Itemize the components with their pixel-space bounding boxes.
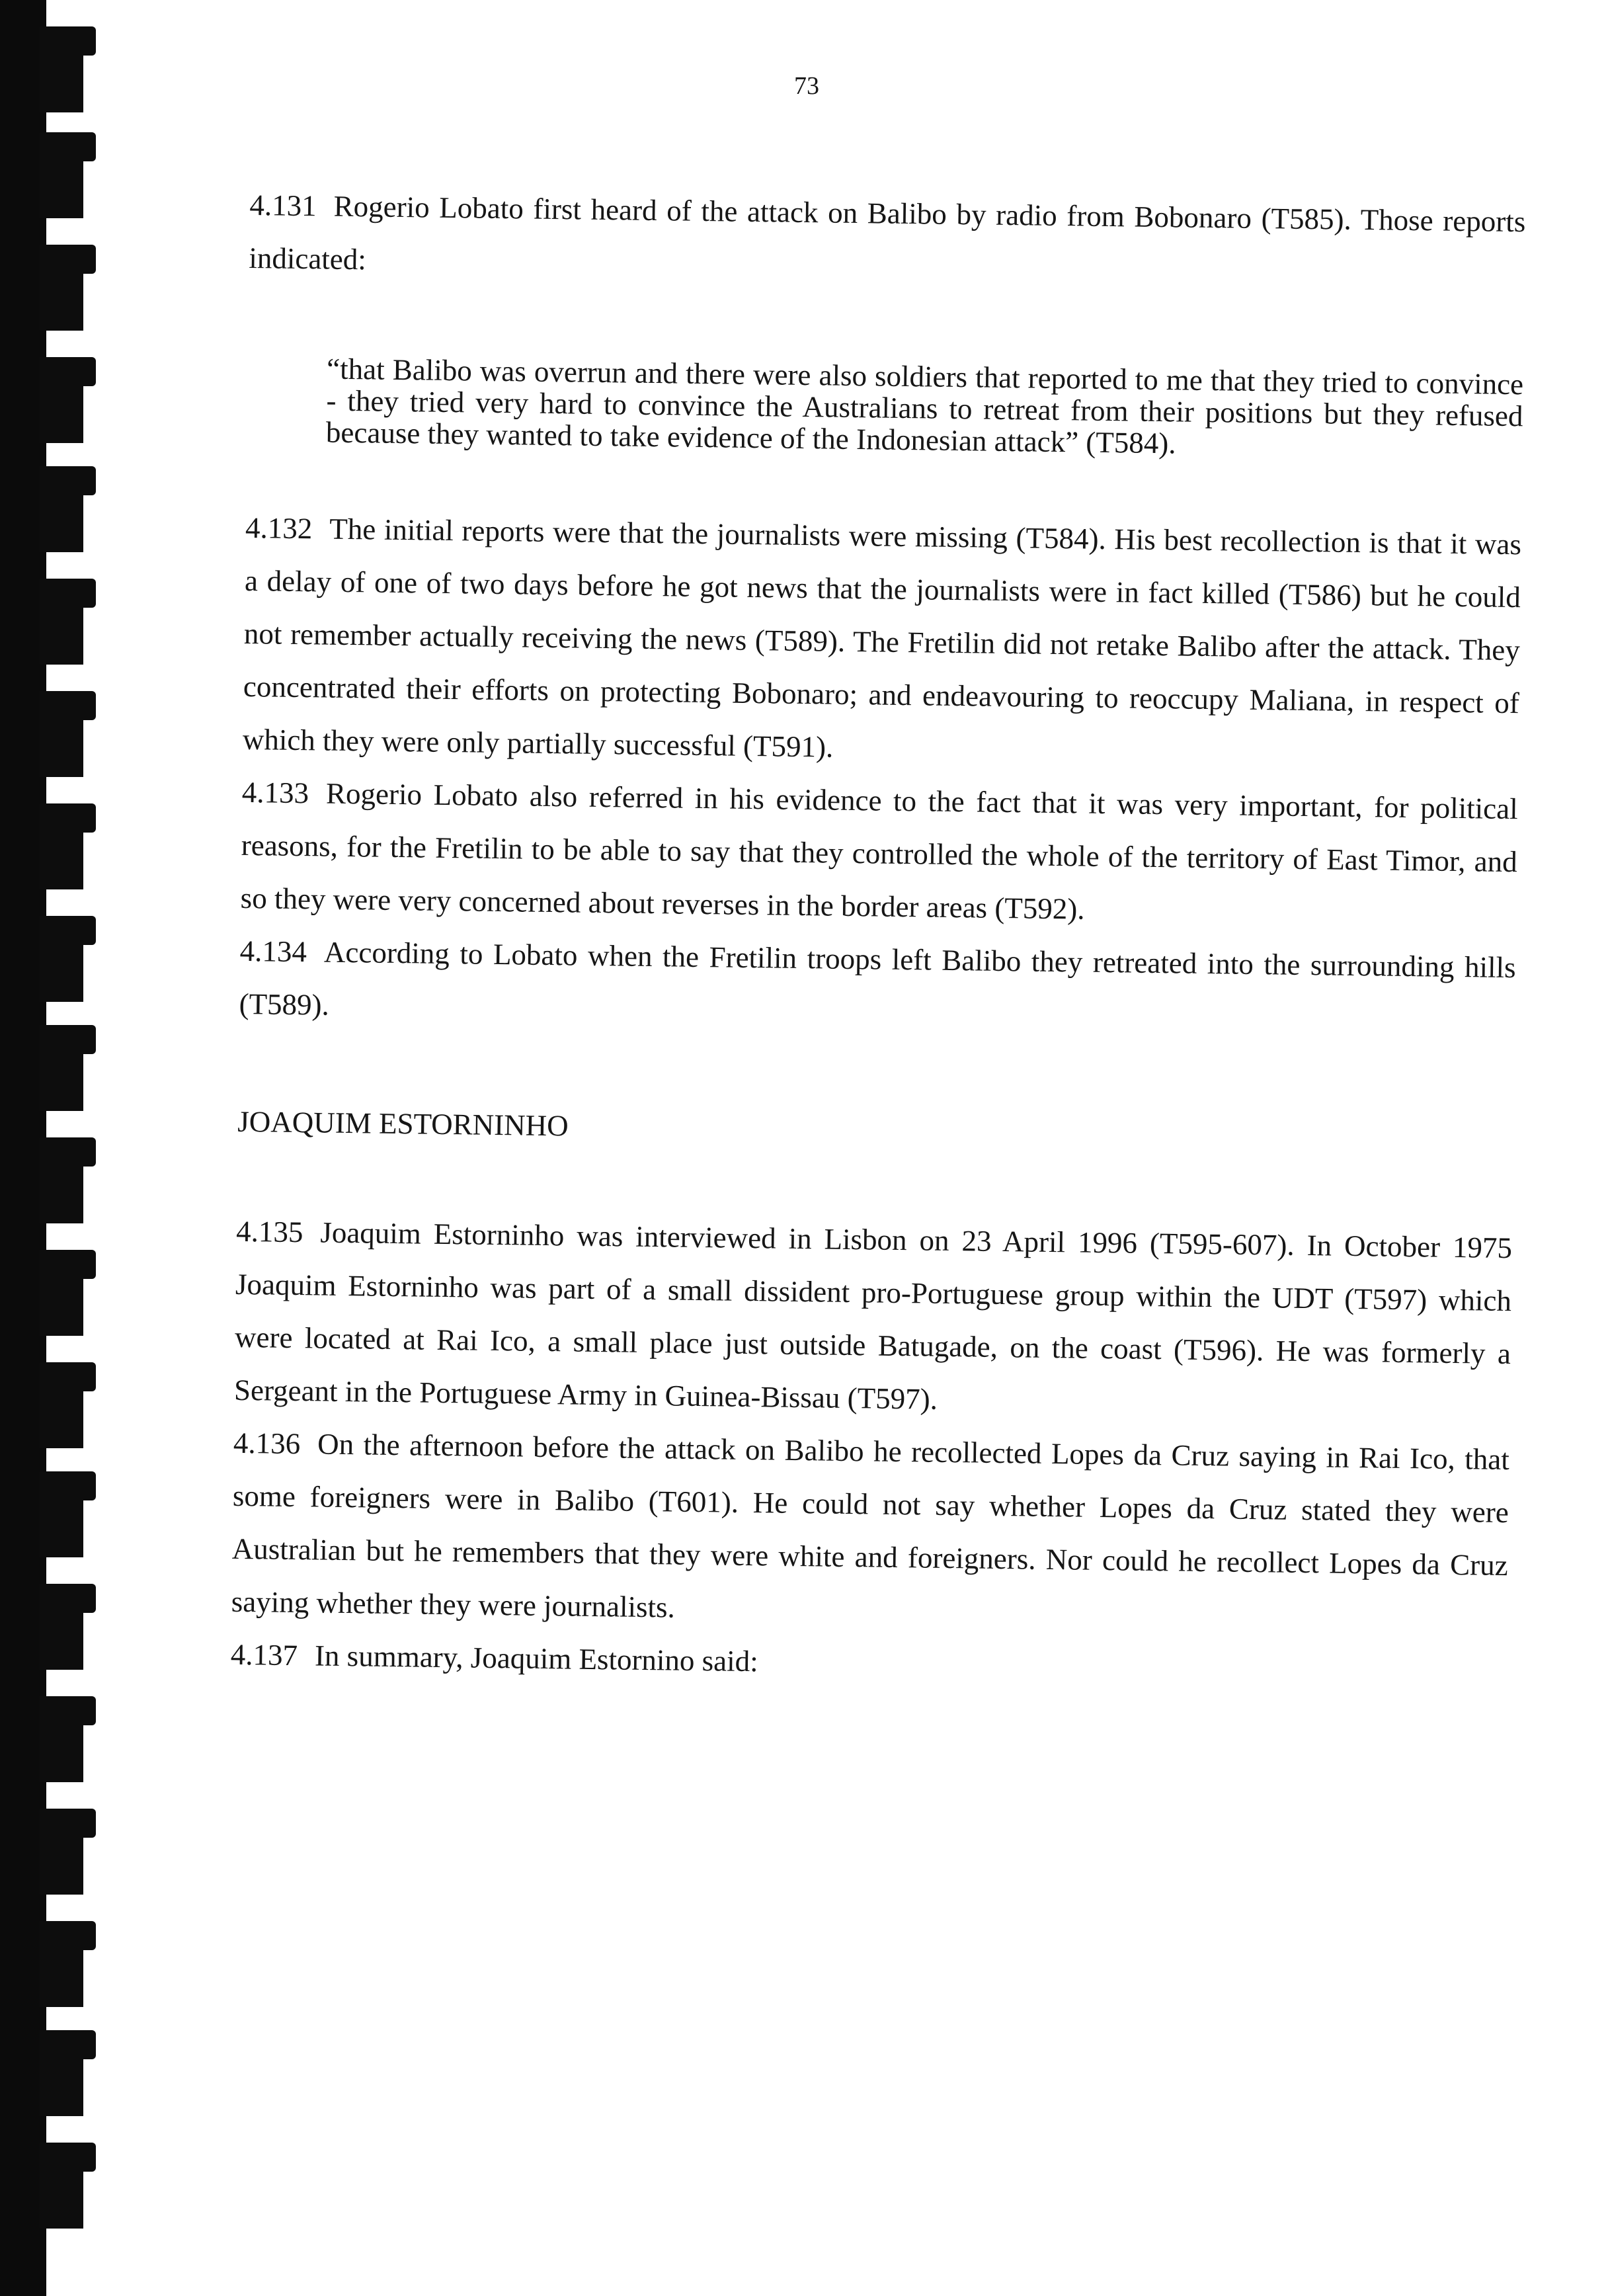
- binding-spine: [0, 0, 99, 2296]
- binding-ring: [40, 1137, 96, 1167]
- paragraph-4-133: [240, 766, 1518, 941]
- paragraph-text: On the afternoon before the attack on Balibo he recollected Lopes da Cruz saying in Rai Ico, that some foreigners were in Balibo (T601). He could not say whether Lopes da Cruz stated they were Australian but he remembers that they were white and foreigners. Nor could he recollect Lopes da Cruz saying whether they were journalists.: [231, 1427, 1510, 1624]
- paragraph-text: In summary, Joaquim Estornino said:: [314, 1639, 759, 1678]
- binding-ring: [40, 1471, 96, 1500]
- paragraph-4-135: [233, 1205, 1512, 1433]
- binding-ring: [40, 2030, 96, 2059]
- paragraph-text: Rogerio Lobato also referred in his evidence to the fact that it was very important, for political reasons, for the Fretilin to be able to say that they controlled the whole of the territory of East Timor, and so they were very concerned about reverses in the border areas (T592).: [240, 776, 1519, 926]
- binding-ring: [40, 1250, 96, 1279]
- binding-ring: [40, 2143, 96, 2172]
- binding-ring: [40, 1809, 96, 1838]
- binding-ring: [40, 357, 96, 386]
- block-quote: “that Balibo was overrun and there were also soldiers that reported to me that they tried to convince - they tried very hard to convince the Australians to retreat from their positions but they refused because they wanted to take evidence of the Indonesian attack” (T584).: [325, 352, 1524, 460]
- section-heading: JOAQUIM ESTORNINHO: [237, 1104, 569, 1143]
- binding-ring: [40, 466, 96, 495]
- page-number: 73: [794, 72, 819, 100]
- binding-ring: [40, 1921, 96, 1950]
- paragraph-number: 4.137: [230, 1637, 298, 1672]
- paragraph-4-134: [239, 924, 1516, 1047]
- binding-ring: [40, 691, 96, 720]
- paragraph-number: 4.132: [245, 511, 313, 546]
- paragraph-number: 4.136: [233, 1426, 301, 1461]
- binding-ring: [40, 26, 96, 56]
- binding-ring: [40, 1025, 96, 1054]
- paragraph-text: The initial reports were that the journalists were missing (T584). His best recollection is that it was a delay of one of two days before he got news that the journalists were in fact killed (T586) but he could not remember actually receiving the news (T589). The Fretilin did not retake Balibo after the attack. They concentrated their efforts on protecting Bobonaro; and endeavouring to reoccupy Maliana, in respect of which they were only partially successful (T591).: [242, 512, 1522, 764]
- document-body: [230, 179, 1526, 1698]
- paragraph-number: 4.131: [249, 188, 317, 223]
- binding-ring: [40, 1584, 96, 1613]
- paragraph-4-136: [231, 1416, 1509, 1645]
- paragraph-number: 4.133: [241, 775, 309, 810]
- binding-ring: [40, 1362, 96, 1391]
- binding-ring: [40, 579, 96, 608]
- paragraph-4-132: [242, 501, 1521, 782]
- paragraph-4-131: [249, 179, 1526, 301]
- paragraph-text: Joaquim Estorninho was interviewed in Lisbon on 23 April 1996 (T595-607). In October 1975 Joaquim Estorninho was part of a small dissident pro-Portuguese group within the UDT (T597) which were located at Rai Ico, a small place just outside Batugade, on the coast (T596). He was formerly a Sergeant in the Portuguese Army in Guinea-Bissau (T597).: [233, 1215, 1513, 1416]
- paragraph-number: 4.135: [235, 1214, 303, 1249]
- binding-ring: [40, 916, 96, 945]
- paragraph-text: Rogerio Lobato first heard of the attack on Balibo by radio from Bobonaro (T585). Those reports indicated:: [249, 189, 1526, 276]
- paragraph-number: 4.134: [239, 934, 307, 969]
- binding-ring: [40, 132, 96, 161]
- binding-ring: [40, 1696, 96, 1725]
- paragraph-text: According to Lobato when the Fretilin troops left Balibo they retreated into the surrounding hills (T589).: [239, 935, 1516, 1022]
- binding-ring: [40, 245, 96, 274]
- binding-ring: [40, 803, 96, 833]
